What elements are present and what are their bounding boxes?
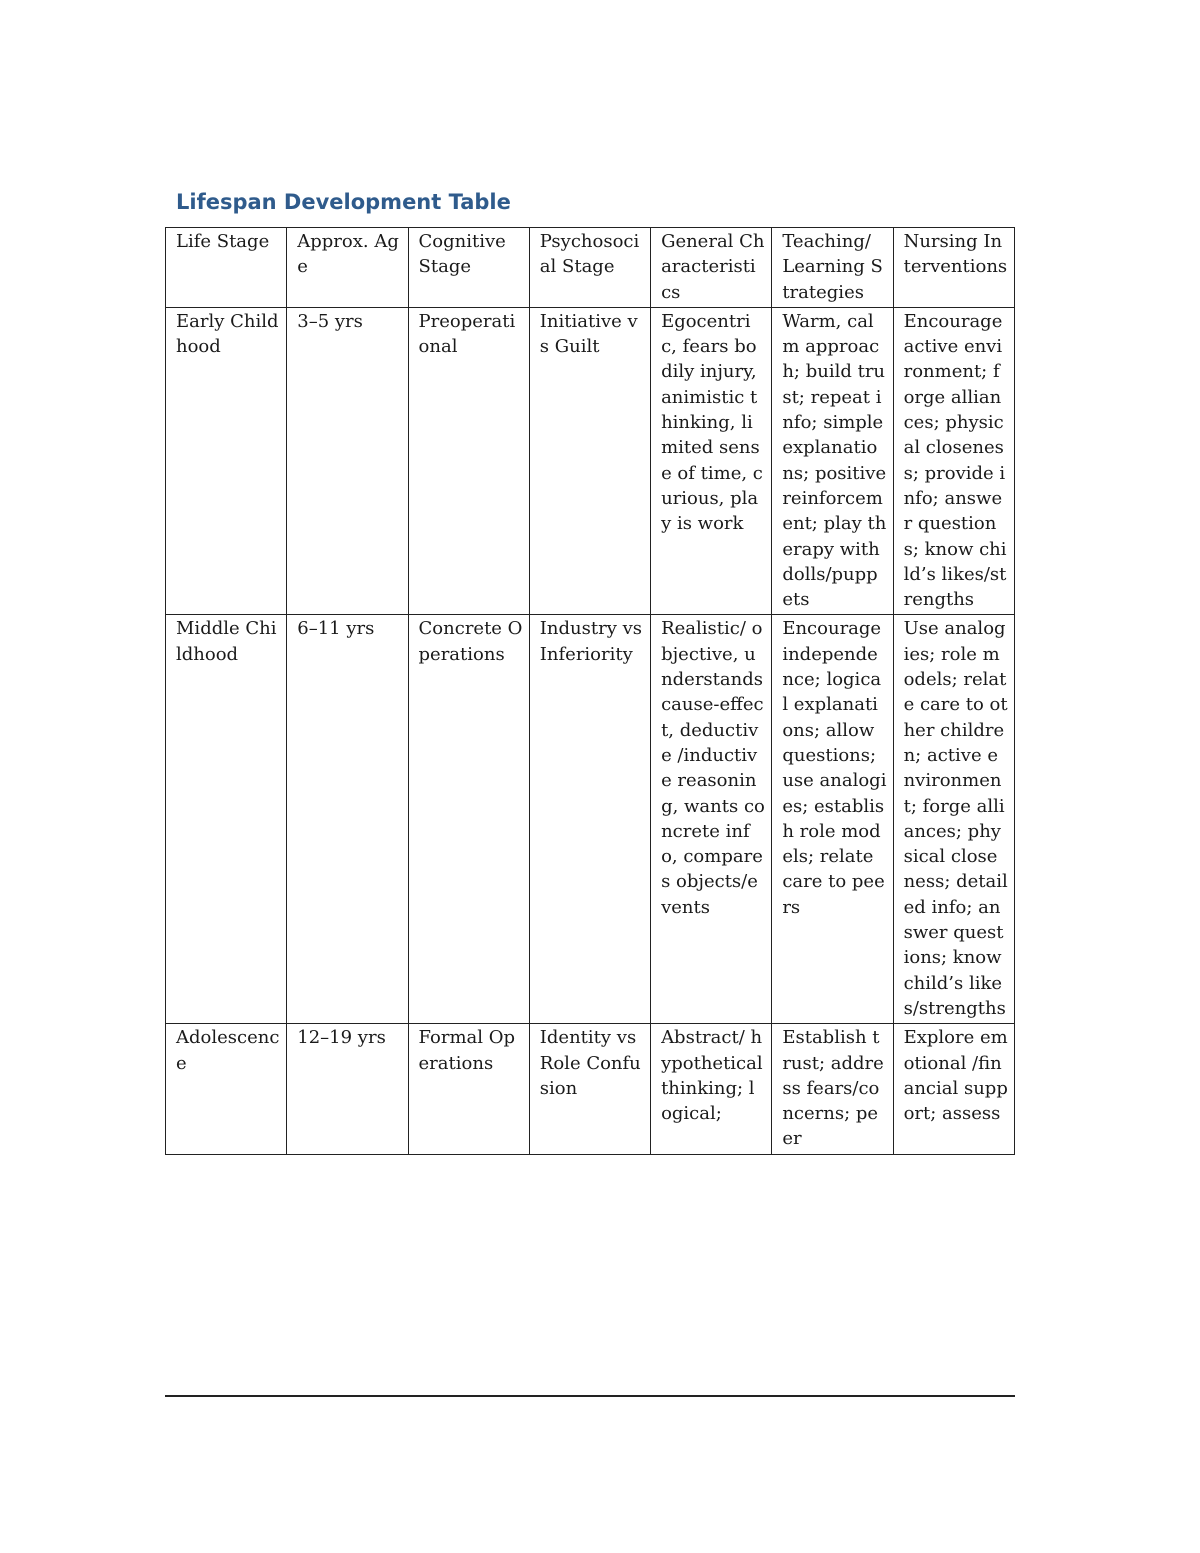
cell-life-stage: Adolescence	[166, 1024, 287, 1154]
table-row-adolescence	[166, 1024, 1015, 1154]
cell-life-stage: Middle Childhood	[166, 615, 287, 1024]
cell-approx-age: 12–19 yrs	[287, 1024, 408, 1154]
header-row	[166, 228, 1015, 308]
table-body	[166, 307, 1015, 1154]
cell-cognitive-stage: Preoperational	[408, 307, 529, 615]
cell-approx-age: 6–11 yrs	[287, 615, 408, 1024]
column-header-general-characteristics: General Characteristics	[651, 228, 772, 308]
cell-general-characteristics: Egocentric, fears bodily injury, animistic thinking, limited sense of time, curious, play is work	[651, 307, 772, 615]
column-header-psychosocial-stage: Psychosocial Stage	[529, 228, 650, 308]
cell-cognitive-stage: Concrete Operations	[408, 615, 529, 1024]
table-row-middle-childhood	[166, 615, 1015, 1024]
cell-nursing-interventions: Use analogies; role models; relate care to other children; active environment; forge alliances; physical closeness; detailed info; answer questions; know child’s likes/strengths	[893, 615, 1014, 1024]
lifespan-table	[165, 227, 1015, 1155]
column-header-cognitive-stage: Cognitive Stage	[408, 228, 529, 308]
table-header	[166, 228, 1015, 308]
lifespan-table-container	[165, 227, 1015, 1397]
cell-life-stage: Early Childhood	[166, 307, 287, 615]
cell-teaching-learning-strategies: Establish trust; address fears/concerns; peer	[772, 1024, 893, 1154]
column-header-nursing-interventions: Nursing Interventions	[893, 228, 1014, 308]
cell-general-characteristics: Realistic/ objective, understands cause-effect, deductive /inductive reasoning, wants concrete info, compares objects/events	[651, 615, 772, 1024]
column-header-life-stage: Life Stage	[166, 228, 287, 308]
cell-teaching-learning-strategies: Encourage independence; logical explanations; allow questions; use analogies; establish role models; relate care to peers	[772, 615, 893, 1024]
column-header-approx-age: Approx. Age	[287, 228, 408, 308]
cell-psychosocial-stage: Initiative vs Guilt	[529, 307, 650, 615]
column-header-teaching-learning-strategies: Teaching/ Learning Strategies	[772, 228, 893, 308]
cell-teaching-learning-strategies: Warm, calm approach; build trust; repeat info; simple explanations; positive reinforcement; play therapy with dolls/puppets	[772, 307, 893, 615]
page-title: Lifespan Development Table	[176, 190, 511, 214]
cell-nursing-interventions: Explore emotional /financial support; assess	[893, 1024, 1014, 1154]
cell-general-characteristics: Abstract/ hypothetical thinking; logical;	[651, 1024, 772, 1154]
cell-psychosocial-stage: Identity vs Role Confusion	[529, 1024, 650, 1154]
cell-nursing-interventions: Encourage active environment; forge alliances; physical closeness; provide info; answer questions; know child’s likes/strengths	[893, 307, 1014, 615]
cell-psychosocial-stage: Industry vs Inferiority	[529, 615, 650, 1024]
cell-cognitive-stage: Formal Operations	[408, 1024, 529, 1154]
cell-approx-age: 3–5 yrs	[287, 307, 408, 615]
table-row-early-childhood	[166, 307, 1015, 615]
